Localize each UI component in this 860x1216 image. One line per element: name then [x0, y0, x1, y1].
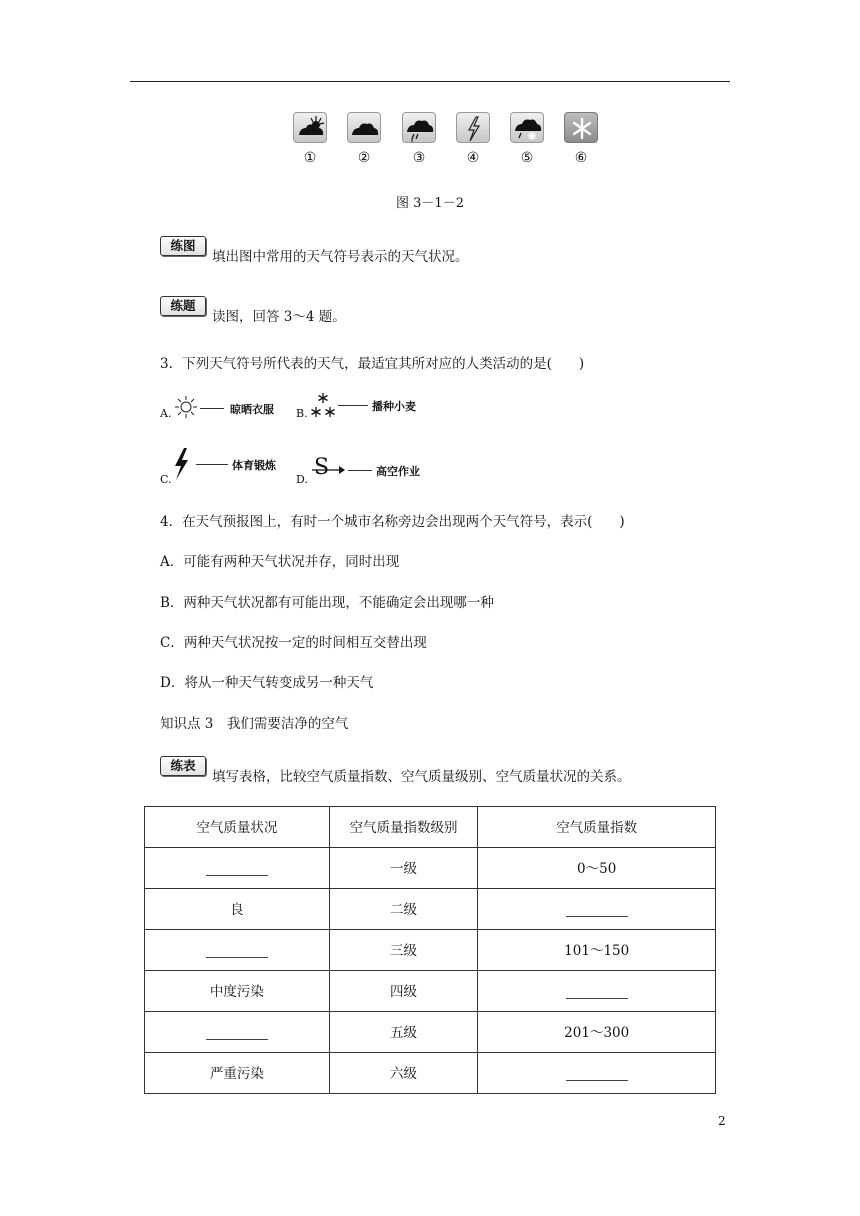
practice-map-text: 填出图中常用的天气符号表示的天气状况。: [212, 249, 469, 265]
practice-questions-tag: 练题: [160, 296, 206, 316]
table-cell: 中度污染: [145, 971, 330, 1012]
table-row: [145, 889, 716, 930]
section-heading: 知识点 3 我们需要洁净的空气: [160, 716, 349, 732]
sandstorm-icon: [310, 457, 346, 487]
table-cell: 0～50: [478, 848, 716, 889]
symbol-label-2: ②: [357, 150, 371, 166]
sun-icon: [174, 395, 198, 423]
table-cell: 六级: [329, 1053, 478, 1094]
q3-option-d-text: 高空作业: [376, 465, 420, 478]
header-aqi-level: 空气质量指数级别: [329, 807, 478, 848]
table-cell: 严重污染: [145, 1053, 330, 1094]
table-row: [145, 848, 716, 889]
q4-option-d: D．将从一种天气转变成另一种天气: [160, 675, 374, 691]
symbol-label-5: ⑤: [520, 150, 534, 166]
q3-option-c-dash: [196, 464, 228, 465]
q3-option-b-label: B.: [296, 407, 308, 420]
table-row: [145, 930, 716, 971]
practice-table-text: 填写表格，比较空气质量指数、空气质量级别、空气质量状况的关系。: [212, 769, 631, 785]
table-row: [145, 1053, 716, 1094]
sleet-cloud-icon: [510, 112, 544, 143]
symbol-label-3: ③: [412, 150, 426, 166]
q3-option-d-label: D.: [296, 473, 308, 486]
symbol-label-4: ④: [466, 150, 480, 166]
answer-blank[interactable]: [478, 1053, 716, 1094]
air-quality-table: [144, 806, 716, 1094]
question-4-stem: 4．在天气预报图上，有时一个城市名称旁边会出现两个天气符号，表示( ): [160, 514, 625, 530]
snowflake-icon: [564, 112, 598, 143]
practice-table-tag: 练表: [160, 756, 206, 776]
q3-option-a-label: A.: [160, 407, 172, 420]
sun-behind-cloud-icon: [293, 112, 327, 143]
header-air-quality-status: 空气质量状况: [145, 807, 330, 848]
sandstorm-symbol: S: [314, 455, 330, 480]
table-cell: 五级: [329, 1012, 478, 1053]
answer-blank[interactable]: [145, 1012, 330, 1053]
q4-option-c: C．两种天气状况按一定的时间相互交替出现: [160, 635, 427, 651]
answer-blank[interactable]: [145, 848, 330, 889]
table-cell: 101～150: [478, 930, 716, 971]
symbol-label-1: ①: [303, 150, 317, 166]
answer-blank[interactable]: [478, 971, 716, 1012]
table-header-row: [145, 807, 716, 848]
q3-option-a-dash: [200, 408, 224, 409]
symbol-label-6: ⑥: [574, 150, 588, 166]
table-cell: 三级: [329, 930, 478, 971]
table-row: [145, 1012, 716, 1053]
table-cell: 二级: [329, 889, 478, 930]
q3-option-c-label: C.: [160, 473, 172, 486]
figure-caption: 图 3－1－2: [396, 196, 464, 211]
page-number: 2: [718, 1114, 726, 1128]
header-aqi: 空气质量指数: [478, 807, 716, 848]
q4-option-a: A．可能有两种天气状况并存，同时出现: [160, 554, 400, 570]
q3-option-b-text: 播种小麦: [372, 400, 416, 413]
lightning-icon: [456, 112, 490, 143]
q4-option-b: B．两种天气状况都有可能出现，不能确定会出现哪一种: [160, 595, 494, 611]
question-3-stem: 3．下列天气符号所代表的天气，最适宜其所对应的人类活动的是( ): [160, 356, 585, 372]
practice-questions-text: 读图，回答 3～4 题。: [212, 309, 346, 325]
q3-option-a-text: 晾晒衣服: [230, 403, 274, 416]
table-row: [145, 971, 716, 1012]
lightning-bolt-icon: [172, 447, 190, 485]
table-cell: 良: [145, 889, 330, 930]
snowflakes-icon: [309, 392, 337, 424]
q3-option-c-text: 体育锻炼: [232, 459, 276, 472]
header-rule: [130, 81, 730, 82]
rain-cloud-icon: [402, 112, 436, 143]
table-cell: 201～300: [478, 1012, 716, 1053]
cloud-icon: [347, 112, 381, 143]
table-cell: 四级: [329, 971, 478, 1012]
q3-option-d-dash: [348, 470, 372, 471]
q3-option-b-dash: [338, 405, 368, 406]
answer-blank[interactable]: [145, 930, 330, 971]
table-cell: 一级: [329, 848, 478, 889]
practice-map-tag: 练图: [160, 236, 206, 256]
answer-blank[interactable]: [478, 889, 716, 930]
